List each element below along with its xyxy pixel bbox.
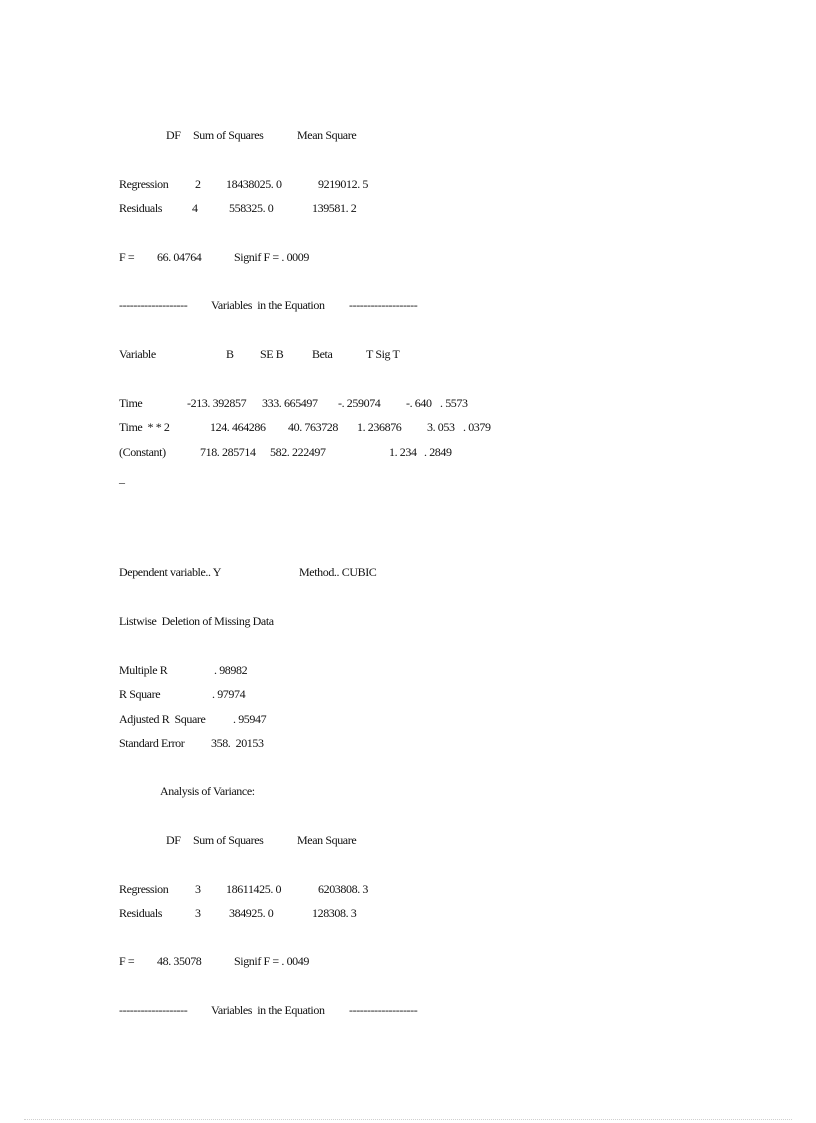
residuals-ss: 384925. 0	[229, 906, 274, 920]
row-time-b: -213. 392857	[187, 396, 247, 410]
row-time2-variable: Time * * 2	[119, 420, 170, 434]
row-time2-beta: 1. 236876	[357, 420, 402, 434]
row-constant-b: 718. 285714	[200, 445, 256, 459]
regression-ss: 18611425. 0	[226, 882, 282, 896]
regression-ss: 18438025. 0	[226, 177, 282, 191]
row-constant-seb: 582. 222497	[270, 445, 326, 459]
row-time-variable: Time	[119, 396, 143, 410]
anova-header-ms: Mean Square	[297, 128, 357, 142]
anova-header-ss: Sum of Squares	[193, 833, 264, 847]
page-bottom-divider	[24, 1119, 792, 1120]
anova-header-df: DF	[166, 128, 181, 142]
header-variable: Variable	[119, 347, 156, 361]
r-square-label: R Square	[119, 687, 161, 701]
dependent-variable: Dependent variable.. Y	[119, 565, 222, 579]
method: Method.. CUBIC	[299, 565, 377, 579]
regression-ms: 9219012. 5	[318, 177, 369, 191]
signif-f: Signif F = . 0009	[234, 250, 309, 264]
row-time2-t: 3. 053	[427, 420, 455, 434]
residuals-df: 3	[195, 906, 201, 920]
anova-header-df: DF	[166, 833, 181, 847]
residuals-label: Residuals	[119, 906, 163, 920]
residuals-ss: 558325. 0	[229, 201, 274, 215]
row-time2-seb: 40. 763728	[288, 420, 339, 434]
row-time2-b: 124. 464286	[210, 420, 266, 434]
banner-right-dashes: -------------------	[349, 1003, 418, 1017]
r-square-value: . 97974	[212, 687, 246, 701]
anova-header-ss: Sum of Squares	[193, 128, 264, 142]
header-tsig: T Sig T	[366, 347, 400, 361]
adjusted-r-square-value: . 95947	[233, 712, 267, 726]
residuals-label: Residuals	[119, 201, 163, 215]
row-time-sig: . 5573	[440, 396, 468, 410]
row-constant-t: 1. 234	[389, 445, 417, 459]
banner-left-dashes: -------------------	[119, 1003, 188, 1017]
regression-label: Regression	[119, 882, 169, 896]
cursor-mark: –	[119, 475, 125, 489]
header-seb: SE B	[260, 347, 284, 361]
regression-df: 2	[195, 177, 201, 191]
listwise-deletion: Listwise Deletion of Missing Data	[119, 614, 274, 628]
banner-title: Variables in the Equation	[211, 298, 325, 312]
regression-label: Regression	[119, 177, 169, 191]
multiple-r-value: . 98982	[214, 663, 248, 677]
regression-df: 3	[195, 882, 201, 896]
row-constant-variable: (Constant)	[119, 445, 166, 459]
banner-title: Variables in the Equation	[211, 1003, 325, 1017]
row-time-t: -. 640	[406, 396, 432, 410]
header-b: B	[226, 347, 234, 361]
f-value: 66. 04764	[157, 250, 202, 264]
standard-error-label: Standard Error	[119, 736, 185, 750]
row-time-seb: 333. 665497	[262, 396, 318, 410]
analysis-of-variance-title: Analysis of Variance:	[160, 784, 255, 798]
banner-right-dashes: -------------------	[349, 298, 418, 312]
row-time-beta: -. 259074	[338, 396, 381, 410]
regression-ms: 6203808. 3	[318, 882, 369, 896]
row-constant-sig: . 2849	[424, 445, 452, 459]
f-label: F =	[119, 250, 135, 264]
banner-left-dashes: -------------------	[119, 298, 188, 312]
f-label: F =	[119, 954, 135, 968]
standard-error-value: 358. 20153	[211, 736, 264, 750]
anova-header-ms: Mean Square	[297, 833, 357, 847]
residuals-df: 4	[192, 201, 198, 215]
signif-f: Signif F = . 0049	[234, 954, 309, 968]
residuals-ms: 128308. 3	[312, 906, 357, 920]
adjusted-r-square-label: Adjusted R Square	[119, 712, 206, 726]
f-value: 48. 35078	[157, 954, 202, 968]
residuals-ms: 139581. 2	[312, 201, 357, 215]
header-beta: Beta	[312, 347, 333, 361]
multiple-r-label: Multiple R	[119, 663, 168, 677]
row-time2-sig: . 0379	[463, 420, 491, 434]
